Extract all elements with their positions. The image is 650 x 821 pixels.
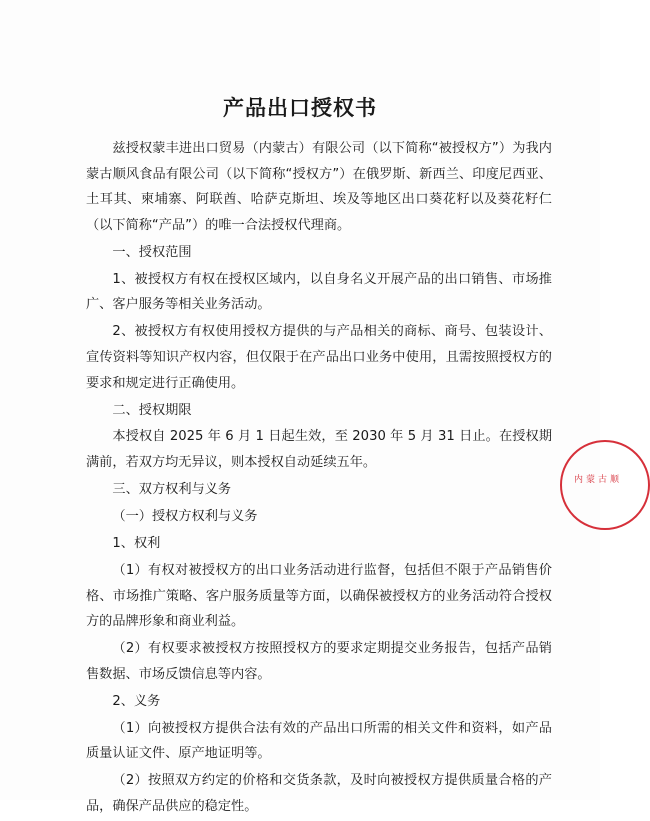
intro-paragraph: 兹授权蒙丰进出口贸易（内蒙古）有限公司（以下简称“被授权方”）为我内蒙古顺风食品有限公司（以下简称“授权方”）在俄罗斯、新西兰、印度尼西亚、土耳其、柬埔寨、阿联酋、哈萨克斯坦、埃及等地区出口葵花籽以及葵花籽仁（以下简称“产品”）的唯一合法授权代理商。 [86, 141, 552, 233]
rights-heading: 1、权利 [112, 536, 161, 552]
rights-clause-2: （2）有权要求被授权方按照授权方的要求定期提交业务报告，包括产品销售数据、市场反馈信息等内容。 [86, 641, 552, 682]
seal-stamp [560, 430, 623, 540]
seal-text: 内蒙古顺 [574, 475, 623, 485]
scope-clause-1: 1、被授权方有权在授权区域内，以自身名义开展产品的出口销售、市场推广、客户服务等相关业务活动。 [86, 271, 552, 313]
scope-clause-2: 2、被授权方有权使用授权方提供的与产品相关的商标、商号、包装设计、宣传资料等知识产权内容，但仅限于在产品出口业务中使用，且需按照授权方的要求和规定进行正确使用。 [86, 324, 552, 391]
obligations-clause-1: （1）向被授权方提供合法有效的产品出口所需的相关文件和资料，如产品质量认证文件、原产地证明等。 [86, 720, 552, 762]
document-body [86, 136, 552, 821]
term-paragraph: 本授权自 2025 年 6 月 1 日起生效，至 2030 年 5 月 31 日止。在授权期满前，若双方均无异议，则本授权自动延续五年。 [86, 429, 552, 471]
section-heading-rights: 三、双方权利与义务 [112, 482, 232, 498]
section-heading-scope: 一、授权范围 [112, 244, 192, 260]
document-title: 产品出口授权书 [223, 96, 377, 120]
obligations-clause-2: （2）按照双方约定的价格和交货条款，及时向被授权方提供质量合格的产品，确保产品供应的稳定性。 [86, 773, 552, 814]
section-heading-term: 二、授权期限 [112, 402, 192, 418]
subsection-heading-grantor: （一）授权方权利与义务 [112, 509, 258, 525]
rights-clause-1: （1）有权对被授权方的出口业务活动进行监督，包括但不限于产品销售价格、市场推广策略、客户服务质量等方面，以确保被授权方的业务活动符合授权方的品牌形象和商业利益。 [86, 563, 552, 630]
obligations-heading: 2、义务 [112, 693, 161, 709]
red-seal-icon [560, 440, 650, 530]
